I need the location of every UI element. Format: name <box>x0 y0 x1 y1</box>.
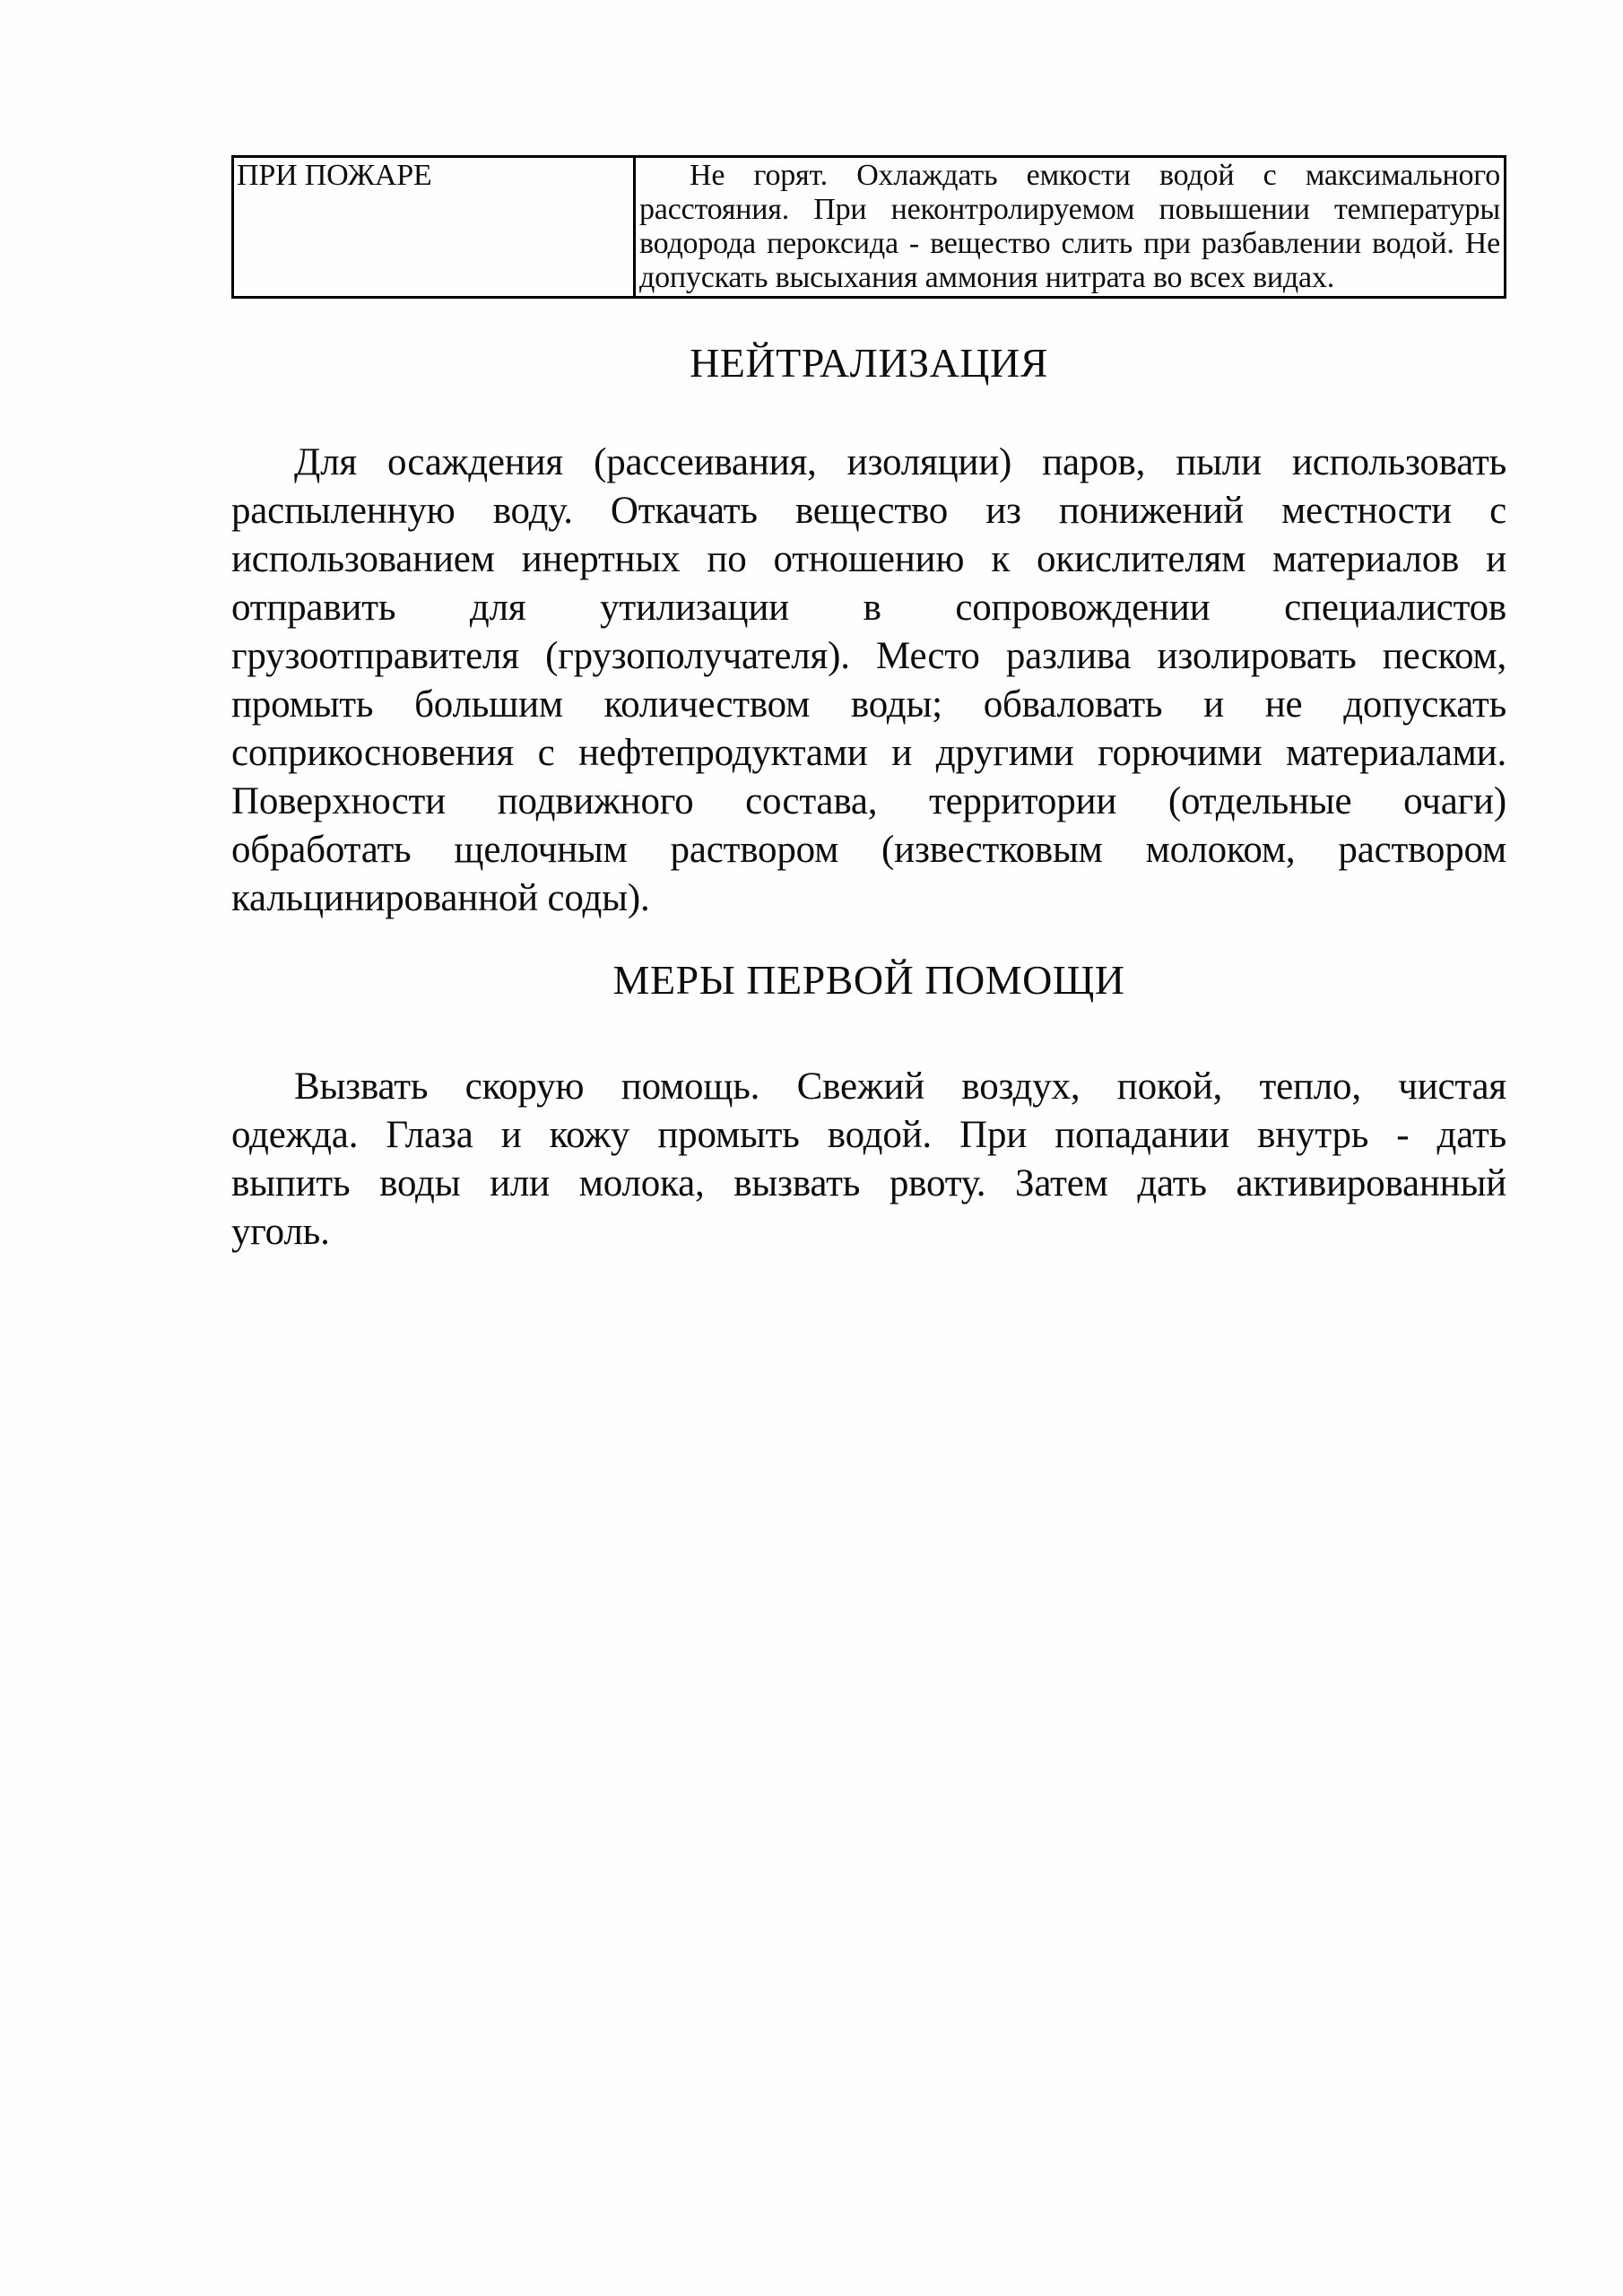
text-line: использованием инертных по отношению к окислителям материалов и <box>231 538 1506 580</box>
text-line: распыленную воду. Откачать вещество из понижений местности с <box>231 490 1506 532</box>
text-line: Не горят. Охлаждать емкости водой с максимального <box>690 159 1500 192</box>
text-line: водорода пероксида - вещество слить при разбавлении водой. Не <box>639 227 1500 260</box>
text-line: одежда. Глаза и кожу промыть водой. При попадании внутрь - дать <box>231 1114 1506 1156</box>
text-line: промыть большим количеством воды; обваловать и не допускать <box>231 683 1506 726</box>
section-heading-neutralization: НЕЙТРАЛИЗАЦИЯ <box>690 340 1048 386</box>
table-cell-fire-instructions <box>635 157 1506 298</box>
table-fire-label: ПРИ ПОЖАРЕ <box>237 159 432 192</box>
text-line: расстояния. При неконтролируемом повышении температуры <box>639 193 1500 226</box>
text-line: отправить для утилизации в сопровождении специалистов <box>231 587 1506 629</box>
page-content <box>231 155 1506 1257</box>
table-cell-fire-label <box>233 157 635 298</box>
emergency-measures-table <box>231 155 1506 299</box>
text-line: выпить воды или молока, вызвать рвоту. Затем дать активированный <box>231 1162 1506 1205</box>
text-line: допускать высыхания аммония нитрата во всех видах. <box>639 261 1335 294</box>
text-line: уголь. <box>231 1211 330 1253</box>
text-line: соприкосновения с нефтепродуктами и другими горючими материалами. <box>231 732 1506 774</box>
paragraph-first-aid <box>231 1063 1506 1257</box>
table-row <box>233 157 1506 298</box>
text-line: грузоотправителя (грузополучателя). Место разлива изолировать песком, <box>231 635 1506 677</box>
text-line: Поверхности подвижного состава, территории (отдельные очаги) <box>231 780 1506 822</box>
text-line: Для осаждения (рассеивания, изоляции) паров, пыли использовать <box>294 441 1506 483</box>
section-heading-first-aid: МЕРЫ ПЕРВОЙ ПОМОЩИ <box>612 957 1125 1003</box>
text-line: Вызвать скорую помощь. Свежий воздух, покой, тепло, чистая <box>294 1065 1506 1108</box>
text-line: кальцинированной соды). <box>231 877 650 919</box>
text-line: обработать щелочным раствором (известковым молоком, раствором <box>231 829 1506 871</box>
paragraph-neutralization <box>231 439 1506 923</box>
